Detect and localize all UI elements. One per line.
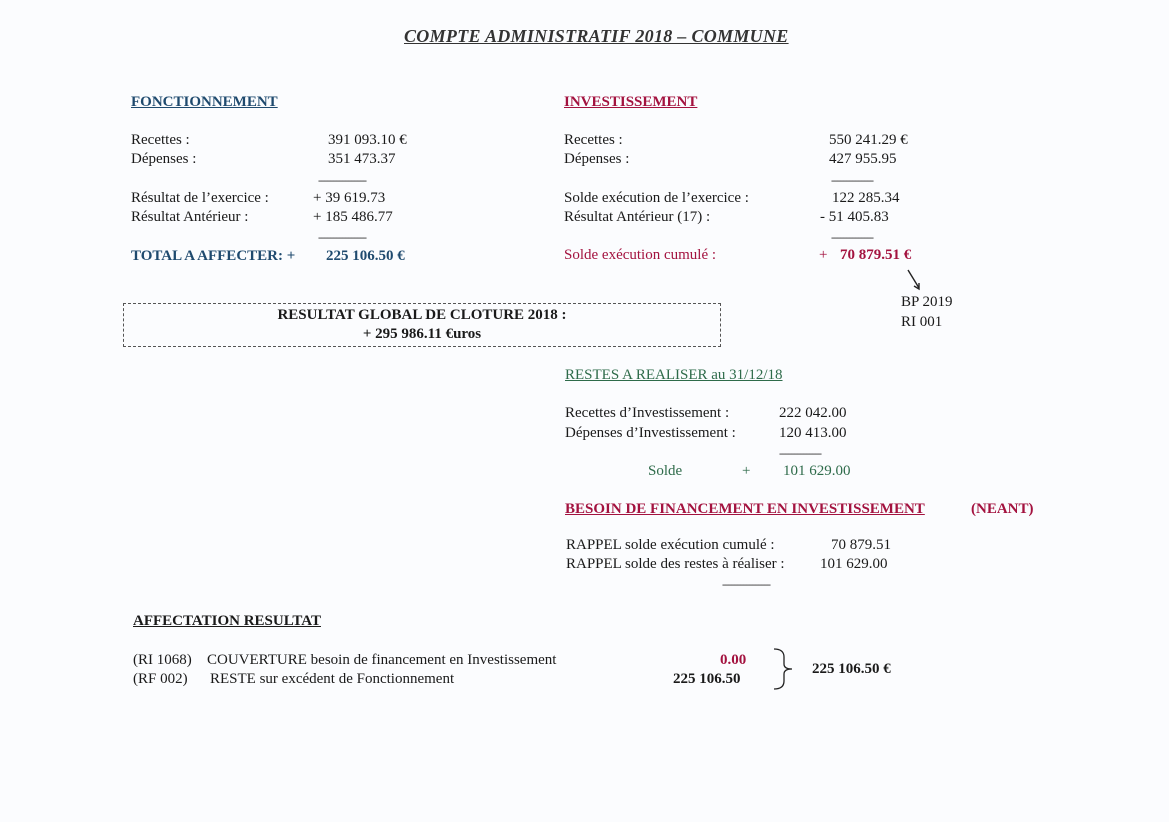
- invest-solde-exercice-value: 122 285.34: [832, 190, 900, 206]
- fonct-total-value: 225 106.50 €: [326, 248, 405, 264]
- right-brace-icon: [770, 647, 800, 691]
- affectation-row2-code: (RF 002): [133, 671, 188, 687]
- restes-depenses-value: 120 413.00: [779, 425, 847, 441]
- fonct-resultat-anterieur-value: + 185 486.77: [313, 209, 393, 225]
- affectation-heading: AFFECTATION RESULTAT: [133, 613, 321, 629]
- invest-separator-2: --------------: [831, 230, 873, 244]
- restes-solde-value: 101 629.00: [783, 463, 851, 479]
- restes-recettes-value: 222 042.00: [779, 405, 847, 421]
- besoin-heading: BESOIN DE FINANCEMENT EN INVESTISSEMENT: [565, 501, 925, 517]
- fonctionnement-heading: FONCTIONNEMENT: [131, 94, 278, 110]
- restes-separator: --------------: [779, 446, 821, 460]
- document-title: COMPTE ADMINISTRATIF 2018 – COMMUNE: [404, 26, 789, 46]
- invest-resultat-anterieur-value: - 51 405.83: [820, 209, 889, 225]
- fonct-separator-2: ----------------: [318, 230, 366, 244]
- rappel-separator: ----------------: [722, 577, 770, 591]
- rappel-restes-label: RAPPEL solde des restes à réaliser :: [566, 556, 785, 572]
- invest-depenses-label: Dépenses :: [564, 151, 630, 167]
- restes-solde-sign: +: [742, 463, 751, 479]
- invest-recettes-value: 550 241.29 €: [829, 132, 908, 148]
- fonct-resultat-anterieur-label: Résultat Antérieur :: [131, 209, 249, 225]
- invest-resultat-anterieur-label: Résultat Antérieur (17) :: [564, 209, 711, 225]
- rappel-restes-value: 101 629.00: [820, 556, 888, 572]
- fonct-total-label: TOTAL A AFFECTER: +: [131, 248, 296, 264]
- rappel-solde-cumule-label: RAPPEL solde exécution cumulé :: [566, 537, 775, 553]
- ri-001-label: RI 001: [901, 314, 943, 330]
- restes-recettes-label: Recettes d’Investissement :: [565, 405, 730, 421]
- investissement-heading: INVESTISSEMENT: [564, 94, 698, 110]
- resultat-global-box: [123, 303, 721, 347]
- fonct-depenses-value: 351 473.37: [328, 151, 396, 167]
- invest-solde-cumule-label: Solde exécution cumulé :: [564, 247, 717, 263]
- affectation-row2-label: RESTE sur excédent de Fonctionnement: [210, 671, 455, 687]
- invest-depenses-value: 427 955.95: [829, 151, 897, 167]
- affectation-total: 225 106.50 €: [812, 661, 891, 677]
- invest-solde-exercice-label: Solde exécution de l’exercice :: [564, 190, 749, 206]
- rappel-solde-cumule-value: 70 879.51: [831, 537, 891, 553]
- invest-recettes-label: Recettes :: [564, 132, 623, 148]
- fonct-resultat-exercice-label: Résultat de l’exercice :: [131, 190, 269, 206]
- invest-solde-cumule-value: 70 879.51 €: [840, 247, 912, 263]
- fonct-resultat-exercice-value: + 39 619.73: [313, 190, 386, 206]
- restes-solde-label: Solde: [648, 463, 683, 479]
- besoin-neant: (NEANT): [971, 501, 1034, 517]
- fonct-separator-1: ----------------: [318, 173, 366, 187]
- resultat-global-value: + 295 986.11 €uros: [362, 326, 482, 342]
- resultat-global-title: RESULTAT GLOBAL DE CLOTURE 2018 :: [277, 307, 567, 323]
- fonct-recettes-label: Recettes :: [131, 132, 190, 148]
- fonct-recettes-value: 391 093.10 €: [328, 132, 407, 148]
- affectation-row1-code: (RI 1068): [133, 652, 192, 668]
- fonct-depenses-label: Dépenses :: [131, 151, 197, 167]
- bp-2019-label: BP 2019: [901, 294, 953, 310]
- affectation-row2-value: 225 106.50: [673, 671, 741, 687]
- affectation-row1-value: 0.00: [720, 652, 747, 668]
- arrow-down-right-icon: [905, 268, 925, 294]
- invest-separator-1: --------------: [831, 173, 873, 187]
- restes-depenses-label: Dépenses d’Investissement :: [565, 425, 736, 441]
- invest-solde-cumule-sign: +: [819, 247, 828, 263]
- affectation-row1-label: COUVERTURE besoin de financement en Investissement: [207, 652, 557, 668]
- restes-heading: RESTES A REALISER au 31/12/18: [565, 367, 783, 383]
